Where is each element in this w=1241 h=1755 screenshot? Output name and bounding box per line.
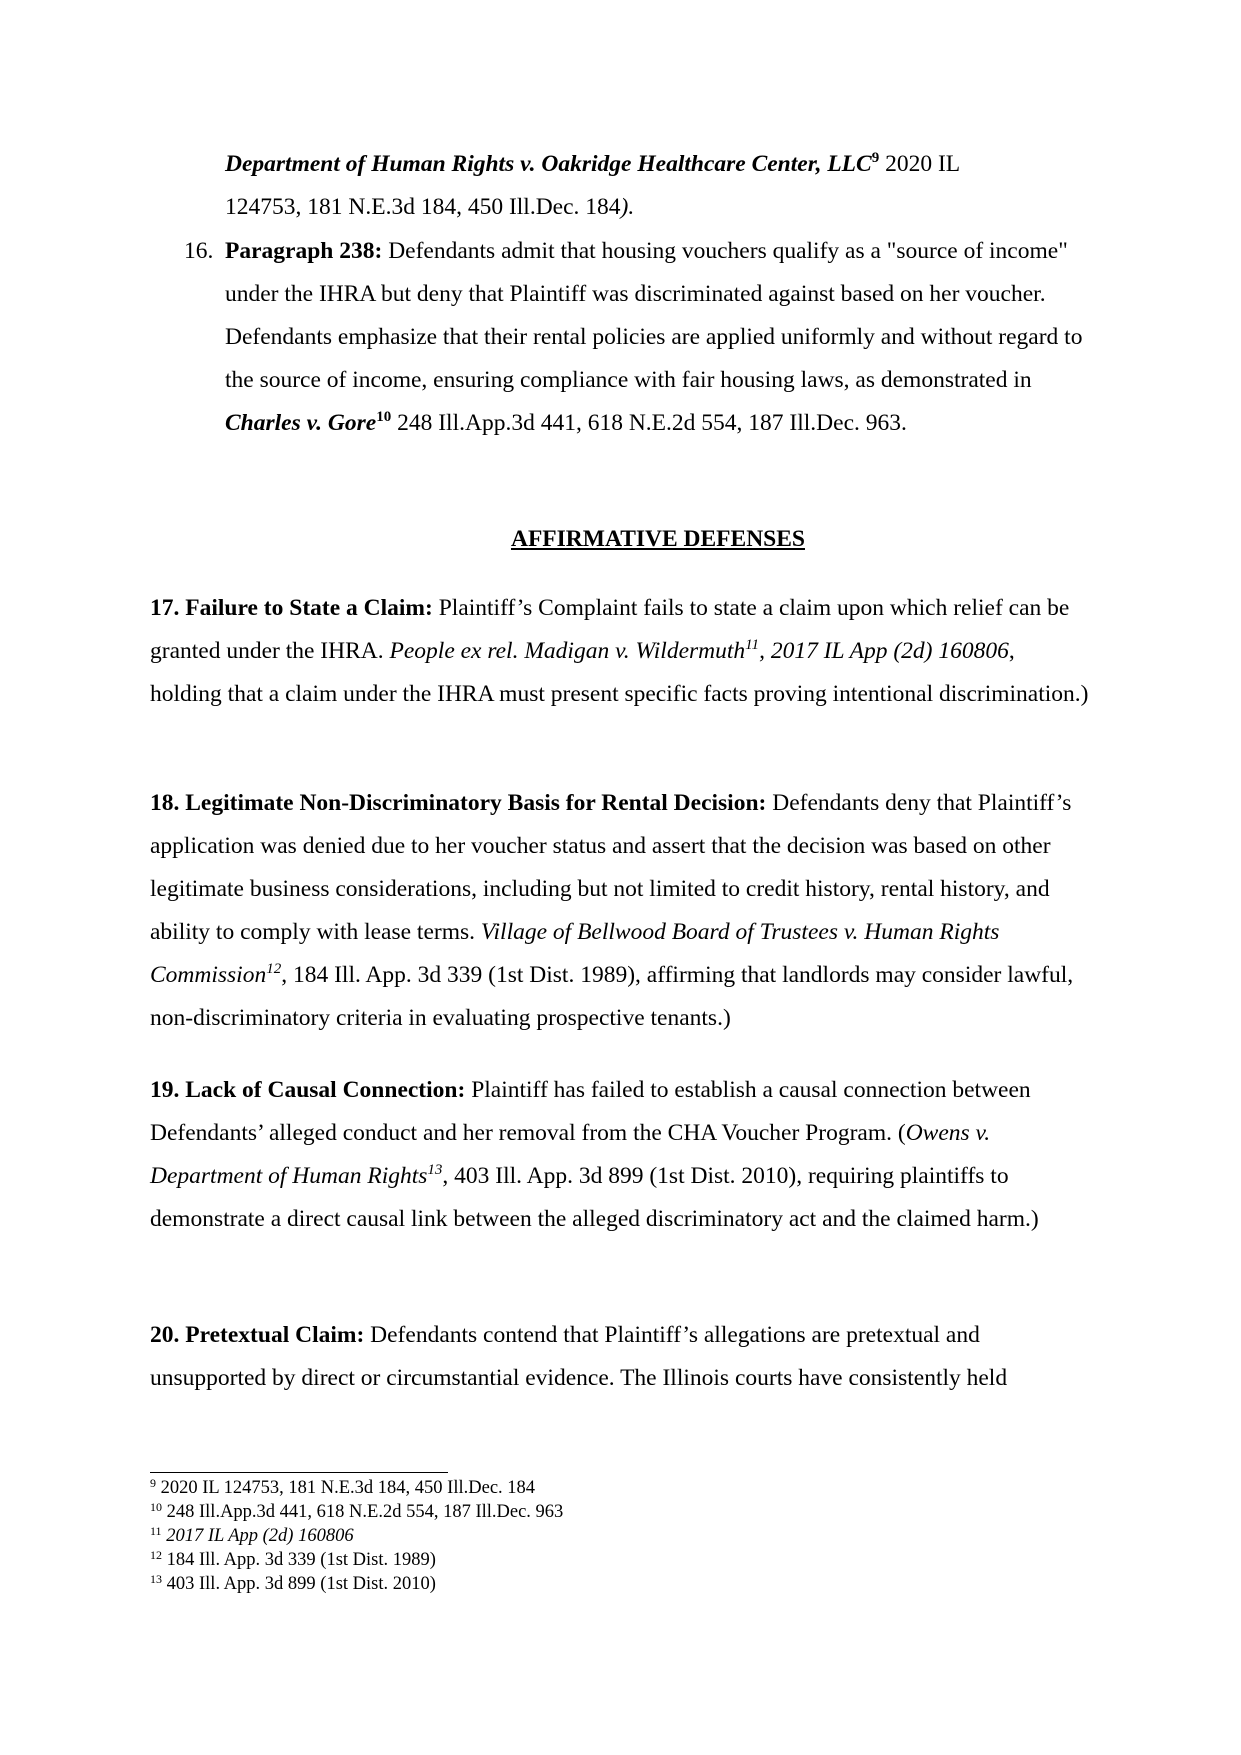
- footnote-ref-11: 11: [745, 637, 760, 653]
- p15-line-2: [225, 186, 1090, 229]
- footnote-12-text: 184 Ill. App. 3d 339 (1st Dist. 1989): [162, 1550, 436, 1570]
- footnote-ref-9: 9: [871, 150, 880, 166]
- section-heading: AFFIRMATIVE DEFENSES: [510, 526, 805, 552]
- p18-rest: , 184 Ill. App. 3d 339 (1st Dist. 1989), affirming that landlords may consider lawful, non-discriminatory criteria in evaluating prospective tenants.): [150, 962, 1074, 1031]
- footnote-12: [150, 1548, 563, 1572]
- paragraph-20: [150, 1314, 1090, 1400]
- footnote-13-text: 403 Ill. App. 3d 899 (1st Dist. 2010): [162, 1574, 436, 1594]
- p16-citation: 248 Ill.App.3d 441, 618 N.E.2d 554, 187 Ill.Dec. 963.: [391, 410, 907, 436]
- p16-case-name: Charles v. Gore: [225, 410, 377, 436]
- p15-close: ).: [620, 194, 635, 220]
- p17-lead: 17. Failure to State a Claim:: [150, 595, 433, 621]
- footnote-separator: [150, 1472, 448, 1473]
- footnote-11-text: 2017 IL App (2d) 160806: [161, 1526, 354, 1546]
- p19-text: Plaintiff has failed to establish a causal connection between Defendants’ alleged conduct and her removal from the CHA Voucher Program. (: [150, 1077, 1031, 1146]
- footnote-11: [150, 1524, 563, 1548]
- footnote-10-number: 10: [150, 1500, 162, 1514]
- paragraph-18: [150, 782, 1090, 1040]
- footnote-ref-13: 13: [427, 1162, 443, 1178]
- p17-text: Plaintiff’s Complaint fails to state a claim upon which relief can be granted under the IHRA.: [150, 595, 1070, 664]
- p18-case-name: Village of Bellwood Board of Trustees v. Human Rights Commission: [150, 919, 1000, 988]
- p16-lead: Paragraph 238:: [225, 238, 383, 264]
- footnote-13: [150, 1572, 563, 1596]
- p19-case-name: Owens v. Department of Human Rights: [150, 1120, 991, 1189]
- paragraph-15-tail: [225, 143, 1090, 229]
- p19-rest: , 403 Ill. App. 3d 899 (1st Dist. 2010), requiring plaintiffs to demonstrate a direct causal link between the alleged discriminatory act and the claimed harm.): [150, 1163, 1039, 1232]
- footnote-9-number: 9: [150, 1476, 156, 1490]
- footnote-11-number: 11: [150, 1524, 162, 1538]
- footnote-10: [150, 1500, 563, 1524]
- paragraph-17: [150, 587, 1090, 716]
- p19-lead: 19. Lack of Causal Connection:: [150, 1077, 466, 1103]
- p18-lead: 18. Legitimate Non-Discriminatory Basis for Rental Decision:: [150, 790, 767, 816]
- footnote-12-number: 12: [150, 1548, 162, 1562]
- p17-rest: , holding that a claim under the IHRA must present specific facts proving intentional discrimination.): [150, 638, 1089, 707]
- p20-text: Defendants contend that Plaintiff’s allegations are pretextual and unsupported by direct or circumstantial evidence. The Illinois courts have consistently held: [150, 1322, 1008, 1391]
- footnote-ref-10: 10: [376, 409, 392, 425]
- p15-citation-2: 124753, 181 N.E.3d 184, 450 Ill.Dec. 184: [225, 194, 621, 220]
- paragraph-19: [150, 1069, 1090, 1241]
- p17-case-name: People ex rel. Madigan v. Wildermuth: [389, 638, 746, 664]
- footnote-ref-12: 12: [266, 961, 282, 977]
- p18-text: Defendants deny that Plaintiff’s application was denied due to her voucher status and assert that the decision was based on other legitimate business considerations, including but not limited to credit history, rental history, and ability to comply with lease terms.: [150, 790, 1072, 945]
- p15-line-1: [225, 143, 1090, 186]
- footnote-13-number: 13: [150, 1572, 162, 1586]
- footnote-10-text: 248 Ill.App.3d 441, 618 N.E.2d 554, 187 Ill.Dec. 963: [162, 1502, 564, 1522]
- paragraph-16: [225, 230, 1090, 445]
- paragraph-16-number: 16.: [184, 238, 214, 264]
- footnote-9: [150, 1476, 563, 1500]
- footnote-9-text: 2020 IL 124753, 181 N.E.3d 184, 450 Ill.Dec. 184: [156, 1478, 536, 1498]
- p20-lead: 20. Pretextual Claim:: [150, 1322, 365, 1348]
- p15-case-name: Department of Human Rights v. Oakridge Healthcare Center, LLC: [225, 151, 872, 177]
- p15-citation-1: 2020 IL: [879, 151, 961, 177]
- p17-case-citation: , 2017 IL App (2d) 160806: [759, 638, 1009, 664]
- p16-text: Defendants admit that housing vouchers qualify as a "source of income" under the IHRA but deny that Plaintiff was discriminated against based on her voucher. Defendants emphasize that their rental policies are applied uniformly and without regard to the source of income, ensuring compliance with fair housing laws, as demonstrated in: [225, 238, 1083, 393]
- footnotes: [150, 1476, 563, 1596]
